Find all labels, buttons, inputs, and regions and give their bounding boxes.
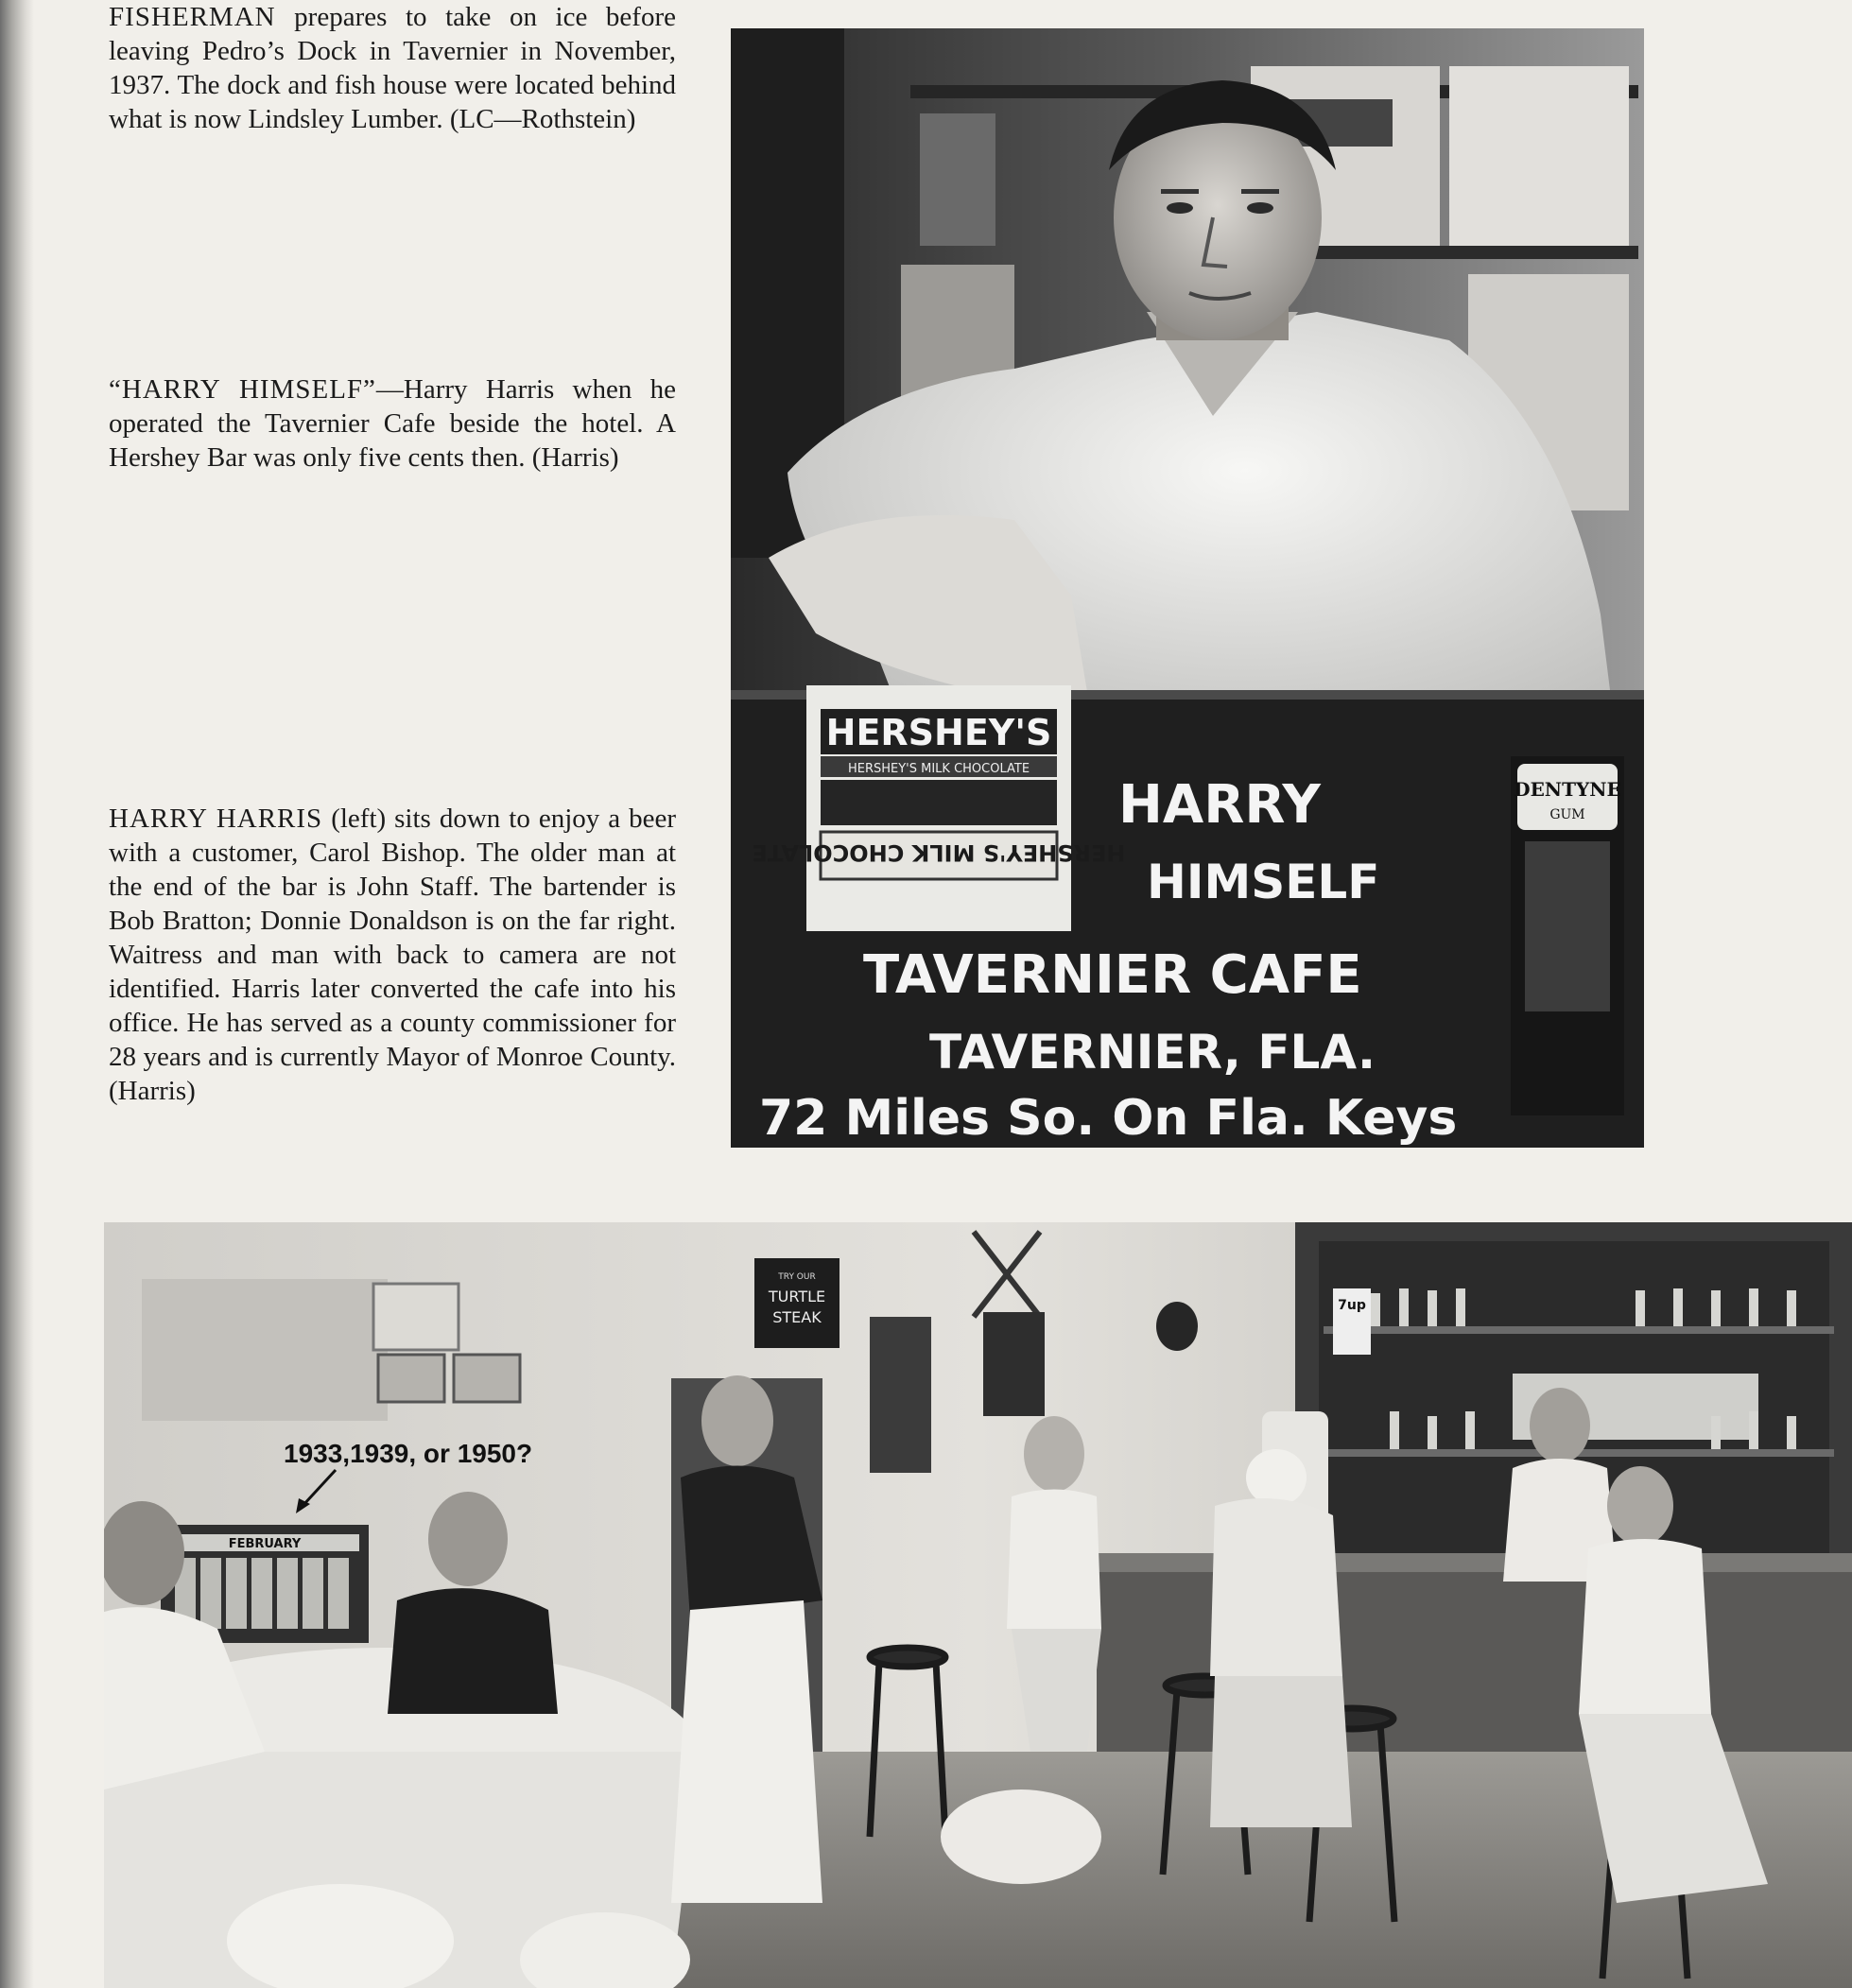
sign-line-miles: 72 Miles So. On Fla. Keys	[759, 1090, 1458, 1147]
sign-line-harry: HARRY	[1118, 774, 1321, 836]
caption-lead: FISHERMAN	[109, 2, 276, 32]
sign-line-tavernier-fla: TAVERNIER, FLA.	[929, 1025, 1376, 1080]
sign-line-tavernier-cafe: TAVERNIER CAFE	[863, 944, 1362, 1006]
sign-line-himself: HIMSELF	[1147, 855, 1380, 909]
caption-body: prepares to take on ice before leaving Pedro’s Dock in Tavernier in November, 1937. The dock and fish house were located behind what is now Lindsley Lumber. (LC—Rothstein)	[109, 2, 676, 134]
soda-sign: 7up	[1338, 1298, 1366, 1313]
dentyne-label: DENTYNE	[1514, 778, 1621, 801]
wall-sign-line1: TRY OUR	[778, 1272, 816, 1282]
binding-shadow	[0, 0, 34, 1988]
caption-lead: HARRY HARRIS	[109, 804, 323, 834]
wall-sign-line2: TURTLE	[768, 1288, 826, 1305]
caption-fisherman	[109, 0, 676, 136]
hershey-label: HERSHEY'S	[825, 712, 1052, 753]
calendar-month: FEBRUARY	[228, 1537, 302, 1551]
dentyne-sub-label: GUM	[1549, 807, 1585, 822]
caption-harry-harris	[109, 802, 676, 1108]
photo-cafe-interior	[104, 1222, 1852, 1988]
caption-harry-himself	[109, 372, 676, 475]
hershey-sub-label: HERSHEY'S MILK CHOCOLATE	[847, 762, 1030, 776]
caption-body: —Harry Harris when he operated the Tavernier Cafe beside the hotel. A Hershey Bar was only five cents then. (Harris)	[109, 374, 676, 473]
wall-sign-line3: STEAK	[772, 1308, 822, 1326]
date-annotation: 1933,1939, or 1950?	[284, 1439, 533, 1468]
photo-harry-himself	[731, 28, 1644, 1148]
hershey-box-side: HERSHEY'S MILK CHOCOLATE	[752, 839, 1126, 866]
caption-lead: “HARRY HIMSELF”	[109, 374, 376, 405]
caption-body: (left) sits down to enjoy a beer with a customer, Carol Bishop. The older man at the end of the bar is John Staff. The bartender is Bob Bratton; Donnie Donaldson is on the far right. Waitress and man with back to camera are not identified. Harris later converted the cafe into his office. He has served as a county commissioner for 28 years and is currently Mayor of Monroe County. (Harris)	[109, 804, 677, 1106]
